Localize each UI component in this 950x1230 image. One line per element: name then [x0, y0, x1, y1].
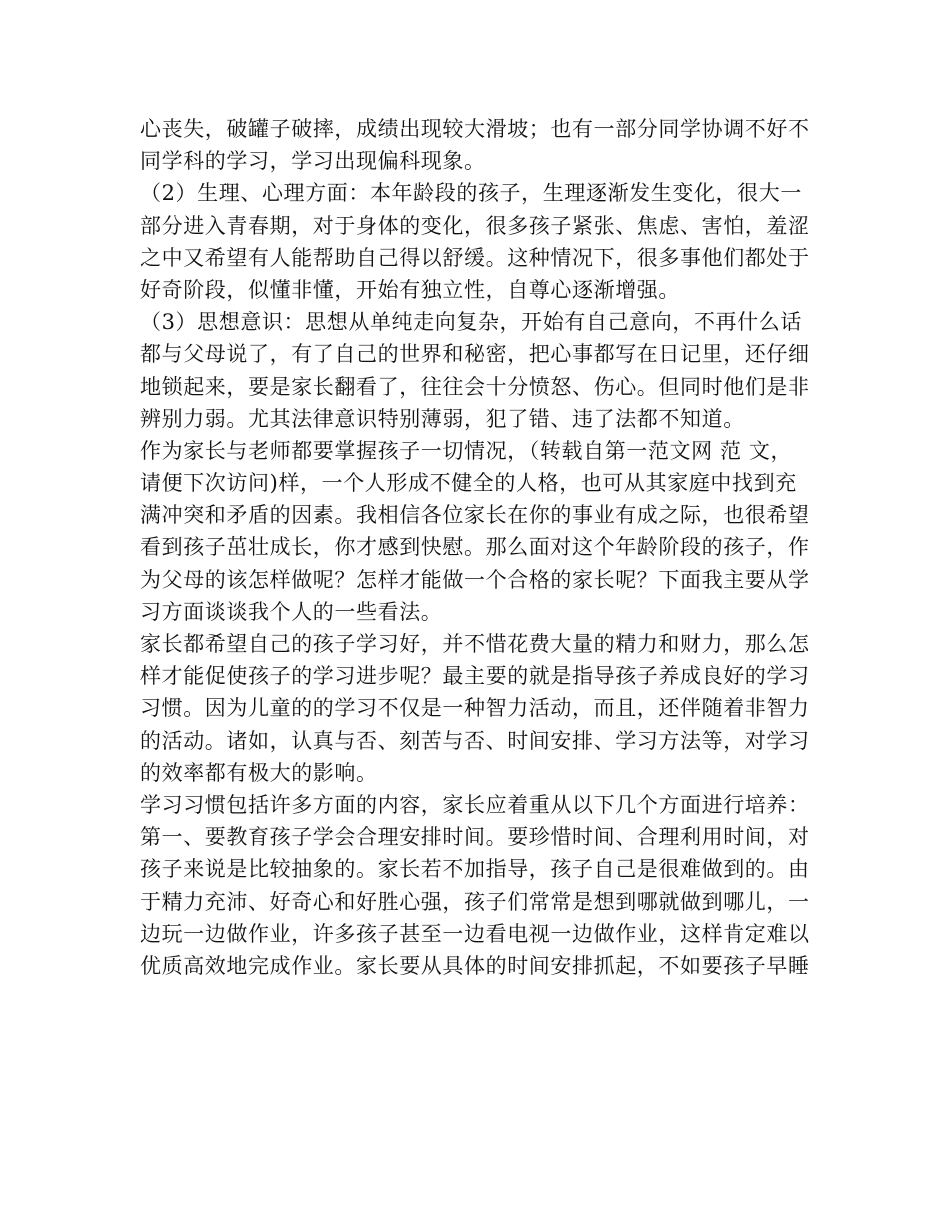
- text-line: 同学科的学习，学习出现偏科现象。: [140, 149, 486, 174]
- text-line: 之中又希望有人能帮助自己得以舒缓。这种情况下，很多事他们都处于: [140, 245, 810, 270]
- text-line: 为父母的该怎样做呢？怎样才能做一个合格的家长呢？下面我主要从学: [140, 567, 810, 592]
- text-line: （3）思想意识：思想从单纯走向复杂，开始有自己意向，不再什么话: [140, 310, 802, 335]
- text-line: 都与父母说了，有了自己的世界和秘密，把心事都写在日记里，还仔细: [140, 342, 810, 367]
- text-line: 习惯。因为儿童的的学习不仅是一种智力活动，而且，还伴随着非智力: [140, 696, 810, 721]
- text-line: 辨别力弱。尤其法律意识特别薄弱，犯了错、违了法都不知道。: [140, 406, 745, 431]
- text-line: 的效率都有极大的影响。: [140, 760, 378, 785]
- text-line: 孩子来说是比较抽象的。家长若不加指导，孩子自己是很难做到的。由: [140, 857, 810, 882]
- text-line: 家长都希望自己的孩子学习好，并不惜花费大量的精力和财力，那么怎: [140, 632, 810, 656]
- text-line: 第一、要教育孩子学会合理安排时间。要珍惜时间、合理利用时间，对: [140, 825, 810, 850]
- text-line: 于精力充沛、好奇心和好胜心强，孩子们常常是想到哪就做到哪儿，一: [140, 889, 810, 914]
- text-line: 学习习惯包括许多方面的内容，家长应着重从以下几个方面进行培养：: [140, 792, 810, 817]
- text-line: 优质高效地完成作业。家长要从具体的时间安排抓起，不如要孩子早睡: [140, 953, 810, 978]
- text-line: 好奇阶段，似懂非懂，开始有独立性，自尊心逐渐增强。: [140, 277, 680, 302]
- text-line: 边玩一边做作业，许多孩子甚至一边看电视一边做作业，这样肯定难以: [140, 921, 810, 946]
- text-line: 地锁起来，要是家长翻看了，往往会十分愤怒、伤心。但同时他们是非: [140, 374, 810, 399]
- text-line: 请便下次访问)样，一个人形成不健全的人格，也可从其家庭中找到充: [140, 471, 797, 496]
- text-line: 样才能促使孩子的学习进步呢？最主要的就是指导孩子养成良好的学习: [140, 664, 810, 689]
- text-line: （2）生理、心理方面：本年龄段的孩子，生理逐渐发生变化，很大一: [140, 181, 802, 206]
- text-line: 部分进入青春期，对于身体的变化，很多孩子紧张、焦虑、害怕，羞涩: [140, 213, 810, 238]
- text-line: 习方面谈谈我个人的一些看法。: [140, 599, 443, 624]
- text-line: 心丧失，破罐子破摔，成绩出现较大滑坡；也有一部分同学协调不好不: [140, 117, 810, 141]
- text-line: 的活动。诸如，认真与否、刻苦与否、时间安排、学习方法等，对学习: [140, 728, 810, 753]
- text-line: 满冲突和矛盾的因素。我相信各位家长在你的事业有成之际，也很希望: [140, 503, 810, 528]
- text-line: 看到孩子茁壮成长，你才感到快慰。那么面对这个年龄阶段的孩子，作: [140, 535, 810, 560]
- text-line: 作为家长与老师都要掌握孩子一切情况，（转载自第一范文网 范 文，: [140, 438, 793, 463]
- document-body: [140, 113, 820, 982]
